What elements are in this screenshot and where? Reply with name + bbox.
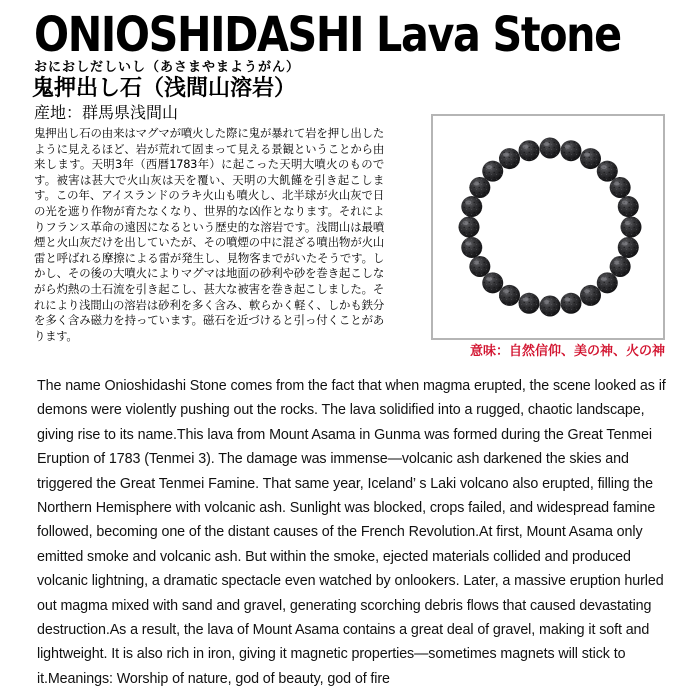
japanese-description: 鬼押出し石の由来はマグマが噴火した際に鬼が暴れて岩を押し出したように見えるほど、岩が荒れて固まって見える景観ということから由来します。天明3年（西暦1783年）に起こった天明大噴火のものです。被害は甚大で火山灰は天を覆い、天明の大飢饉を引き起こします。この年、アイスランドのラキ火山も噴火し、北半球が火山灰で日の光を遮り作物が育たなくなり、世界的な凶作となります。それによりフランス革命の遠因になるという歴史的な溶岩です。浅間山は最噴煙と火山灰だけを出していたが、その噴煙の中に混ざる噴出物が火山雷と呼ばれる摩擦による雷が発生し、見物客までがいたそうです。しかし、その後の大噴火によりマグマは地面の砂利や砂を巻き起こしながら灼熱の土石流を引き起こし、甚大な被害を巻き起こしました。それにより浅間山の溶岩は砂利を多く含み、軟らかく軽く、しかも鉄分を多く含み磁力を持っています。磁石を近づけると引っ付くことがあります。 (34, 126, 384, 343)
lava-bead (618, 196, 639, 217)
japanese-stone-name: 鬼押出し石（浅間山溶岩） (32, 76, 297, 101)
reading-ruby: おにおしだしいし（あさまやまようがん） (34, 60, 301, 75)
origin-label: 産地：群馬県浅間山 (34, 103, 179, 122)
lava-bead (597, 161, 618, 182)
product-photo-frame (431, 114, 665, 340)
lava-bead (560, 140, 581, 161)
lava-bead (499, 148, 520, 169)
lava-bead (461, 237, 482, 258)
lava-bead (499, 285, 520, 306)
lava-bead (540, 138, 561, 159)
lava-bead (519, 293, 540, 314)
lava-bead (482, 272, 503, 293)
lava-bead (469, 177, 490, 198)
lava-bead (580, 148, 601, 169)
page-title: ONIOSHIDASHI Lava Stone (34, 7, 621, 63)
lava-bead (597, 272, 618, 293)
lava-bead (469, 256, 490, 277)
english-description: The name Onioshidashi Stone comes from the fact that when magma erupted, the scene looked as if demons were violently pushing out the rocks. The lava solidified into a rugged, chaotic landscape, giving rise to its name.This lava from Mount Asama in Gunma was formed during the Great Tenmei Eruption of 1783 (Tenmei 3). The damage was immense—volcanic ash darkened the skies and triggered the Great Tenmei Famine. That same year, Iceland’ s Laki volcano also erupted, filling the Northern Hemisphere with volcanic ash. Sunlight was blocked, crops failed, and widespread famine followed, becoming one of the distant causes of the French Revolution.At first, Mount Asama only emitted smoke and volcanic ash. But within the smoke, ejected materials collided and produced volcanic lightning, a dramatic spectacle even watched by onlookers. Later, a massive eruption hurled out magma mixed with sand and gravel, generating scorching debris flows that caused devastating destruction.As a result, the lava of Mount Asama contains a great deal of gravel, making it soft and lightweight. It is also rich in iron, giving it magnetic properties—sometimes magnets will stick to it.Meanings: Worship of nature, god of beauty, god of fire (37, 378, 666, 687)
lava-bead (519, 140, 540, 161)
lava-bead-bracelet-image (433, 116, 663, 338)
lava-bead (540, 296, 561, 317)
lava-bead (560, 293, 581, 314)
lava-bead (461, 196, 482, 217)
lava-bead (610, 177, 631, 198)
lava-bead (580, 285, 601, 306)
meaning-japanese: 意味：自然信仰、美の神、火の神 (469, 344, 665, 359)
lava-bead (459, 217, 480, 238)
lava-bead (618, 237, 639, 258)
lava-bead (610, 256, 631, 277)
lava-bead (621, 217, 642, 238)
lava-bead (482, 161, 503, 182)
